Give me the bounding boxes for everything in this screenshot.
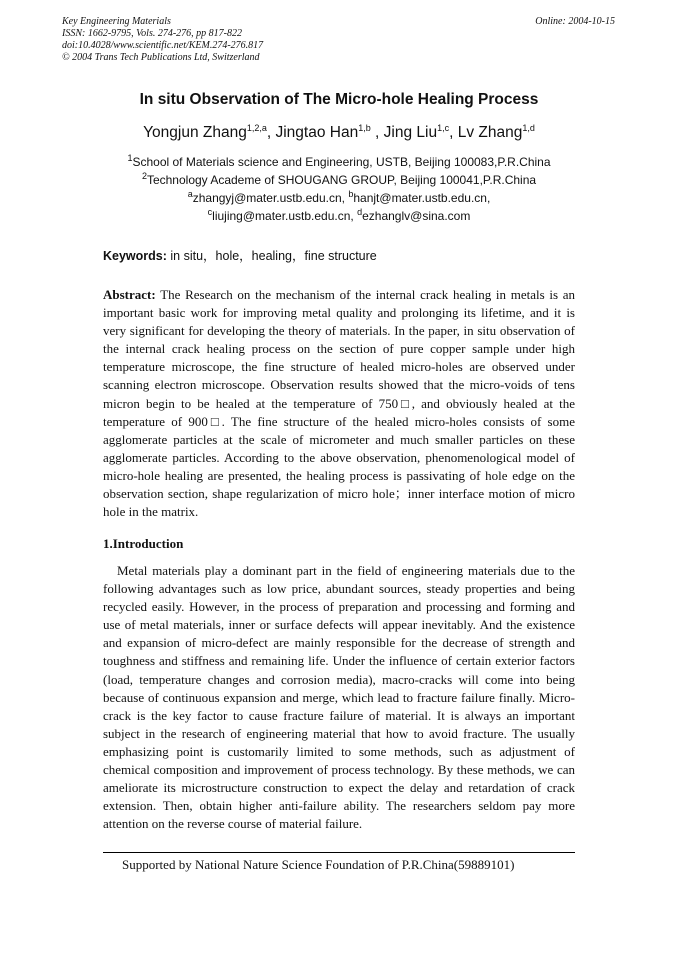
email-line-2 xyxy=(0,207,678,225)
author-affil-sup: 1,b xyxy=(358,122,371,133)
funding-footnote: Supported by National Nature Science Foundation of P.R.China(59889101) xyxy=(122,857,515,872)
keywords-text: in situ，hole，healing，fine structure xyxy=(170,249,377,263)
author-name: Yongjun Zhang xyxy=(143,124,247,141)
author-sep: , xyxy=(266,124,276,141)
journal-header xyxy=(62,16,263,64)
author-affil-sup: 1,c xyxy=(437,122,450,133)
keywords xyxy=(103,246,377,264)
online-date: Online: 2004-10-15 xyxy=(535,16,615,27)
affiliation-2 xyxy=(0,171,678,189)
affiliation-text: Technology Academe of SHOUGANG GROUP, Beijing 100041,P.R.China xyxy=(146,173,537,187)
email-sup: b xyxy=(348,189,354,199)
email-d: ezhanglv@sina.com xyxy=(362,209,471,223)
abstract-label: Abstract: xyxy=(103,287,156,302)
author-affil-sup: 1,d xyxy=(522,122,535,133)
journal-name: Key Engineering Materials xyxy=(62,16,171,27)
author-name: Jingtao Han xyxy=(275,124,359,141)
abstract-text: The Research on the mechanism of the internal crack healing in metals is an important basic work for improving metal quality and prolonging its lifetime, and it is very significant for developing the theory of materials. In the paper, in situ observation of the internal crack healing process on the section of pure copper sample under high temperature microscope, the fine structure of healed micro-holes are observed under scanning electron microscope. Observation results showed that the micro-voids of tens micron begin to be healed at the temperature of 750□, and obviously healed at the temperature of 900□. The fine structure of the healed micro-holes consists of some agglomerate particles at the scale of micrometer and much smaller particles on these agglomerate particles. According to the above observation, phenomenological model of micro-hole healing are presented, the healing process is passivating of hole edge on the observation section, shape regularization of micro hole；inner interface motion of micro hole in the matrix. xyxy=(103,287,576,520)
email-b: hanjt@mater.ustb.edu.cn, xyxy=(353,191,491,205)
issn-line: ISSN: 1662-9795, Vols. 274-276, pp 817-822 xyxy=(62,28,242,39)
author-list xyxy=(0,124,678,142)
affiliation-1 xyxy=(0,153,678,171)
doi-line: doi:10.4028/www.scientific.net/KEM.274-276.817 xyxy=(62,40,264,51)
paper-title: In situ Observation of The Micro-hole Healing Process xyxy=(139,91,539,108)
email-sup: d xyxy=(357,207,363,217)
author-sep: , xyxy=(370,124,384,141)
introduction-paragraph: Metal materials play a dominant part in the field of engineering materials due to the following advantages such as low price, abundant sources, steady properties and being recycled easily. However, in the process of preparation and processing and forming and use of metal materials, inner or surface defects will appear inevitably. And the existence and expansion of micro-defect are mainly responsible for the decrease of strength and toughness and stiffness and remaining life. Under the influence of certain exterior factors (load, temperature changes and corrosion media), macro-cracks will come into being because of continuous expansion and merge, which lead to fracture failure finally. Micro-crack is the key factor to cause fracture failure of material. It is always an important subject in the research of engineering material that how to avoid fracture. The usually emphasizing point is customarily limited to some methods, such as adjustment of chemical composition and improvement of process technology. By these methods, we can ameliorate its microstructure construction to expect the delay and retardation of crack extension. Then, obtain higher anti-failure ability. The researchers seldom pay more attention on the reverse course of material failure. xyxy=(103,563,575,832)
section-heading-introduction: 1.Introduction xyxy=(103,536,184,551)
email-c: liujing@mater.ustb.edu.cn, xyxy=(212,209,354,223)
email-sup: c xyxy=(207,207,213,217)
affiliation-sup: 2 xyxy=(141,171,147,181)
email-sup: a xyxy=(187,189,193,199)
email-line-1 xyxy=(0,189,678,207)
author-name: Lv Zhang xyxy=(457,124,523,141)
affiliation-sup: 1 xyxy=(127,153,133,163)
email-a: zhangyj@mater.ustb.edu.cn, xyxy=(192,191,345,205)
footnote-divider xyxy=(103,852,575,853)
author-name: Jing Liu xyxy=(383,124,438,141)
abstract xyxy=(103,286,575,521)
copyright-line: © 2004 Trans Tech Publications Ltd, Switzerland xyxy=(62,52,260,63)
author-sep: , xyxy=(449,124,458,141)
author-affil-sup: 1,2,a xyxy=(246,122,267,133)
affiliation-text: School of Materials science and Engineering, USTB, Beijing 100083,P.R.China xyxy=(132,155,551,169)
keywords-label: Keywords: xyxy=(103,249,167,263)
